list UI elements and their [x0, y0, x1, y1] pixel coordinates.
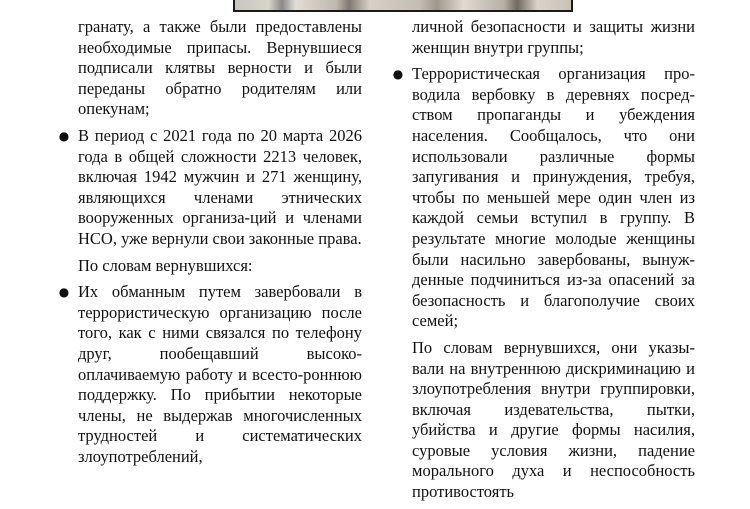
photo-bottom-edge	[233, 0, 573, 12]
list-item	[58, 126, 362, 250]
bullet-villages-text: Террористическая организация про-водила вербовку в деревнях посред-ством пропаганды и убеждения населения. Сообщалось, что они использовали различные формы запугивания и принуждения, требуя, чтобы по меньшей мере один член из каждой семьи вступил в группу. В результате многие молодые женщины были насильно завербованы, вынуж-денные подчиниться из-за опасений за безопасность и благополучие своих семей;	[412, 64, 695, 331]
bullet-recruited-text: Их обманным путем завербовали в террористическую организацию после того, как с ними связался по телефону друг, пообещавший высоко-оплачиваемую работу и всесто-роннюю поддержку. По прибытии некоторые члены, не выдержав многочисленных трудностей и систематических злоупотреблений,	[78, 282, 362, 466]
left-continuation-text: гранату, а также были предоставлены необходимые припасы. Вернувшиеся подписали клятвы верности и были переданы обратно родителям или опекунам;	[78, 17, 362, 119]
left-column	[58, 17, 362, 473]
bullet-icon: ●	[58, 128, 70, 143]
list-item	[58, 282, 362, 467]
bullet-returned-text: В период с 2021 года по 20 марта 2026 года в общей сложности 2213 человек, включая 1942 мужчин и 271 женщину, являющихся членами этнических вооруженных организа-ций и членами НСО, уже вернули свои законные права.	[78, 125, 362, 248]
lead-in-text: По словам вернувшихся:	[78, 255, 253, 275]
list-item	[392, 64, 695, 332]
bullet-icon: ●	[58, 285, 70, 300]
right-continuation-text: личной безопасности и защиты жизни женщин внутри группы;	[412, 17, 695, 57]
right-column	[392, 17, 695, 509]
bullet-icon: ●	[392, 67, 404, 82]
returned-testimony-paragraph: По словам вернувшихся, они указы-вали на внутреннюю дискриминацию и злоупотребления внутри группировки, включая издевательства, пытки, убийства и другие формы насилия, суровые условия жизни, падение морального духа и неспособность противостоять	[412, 337, 695, 502]
